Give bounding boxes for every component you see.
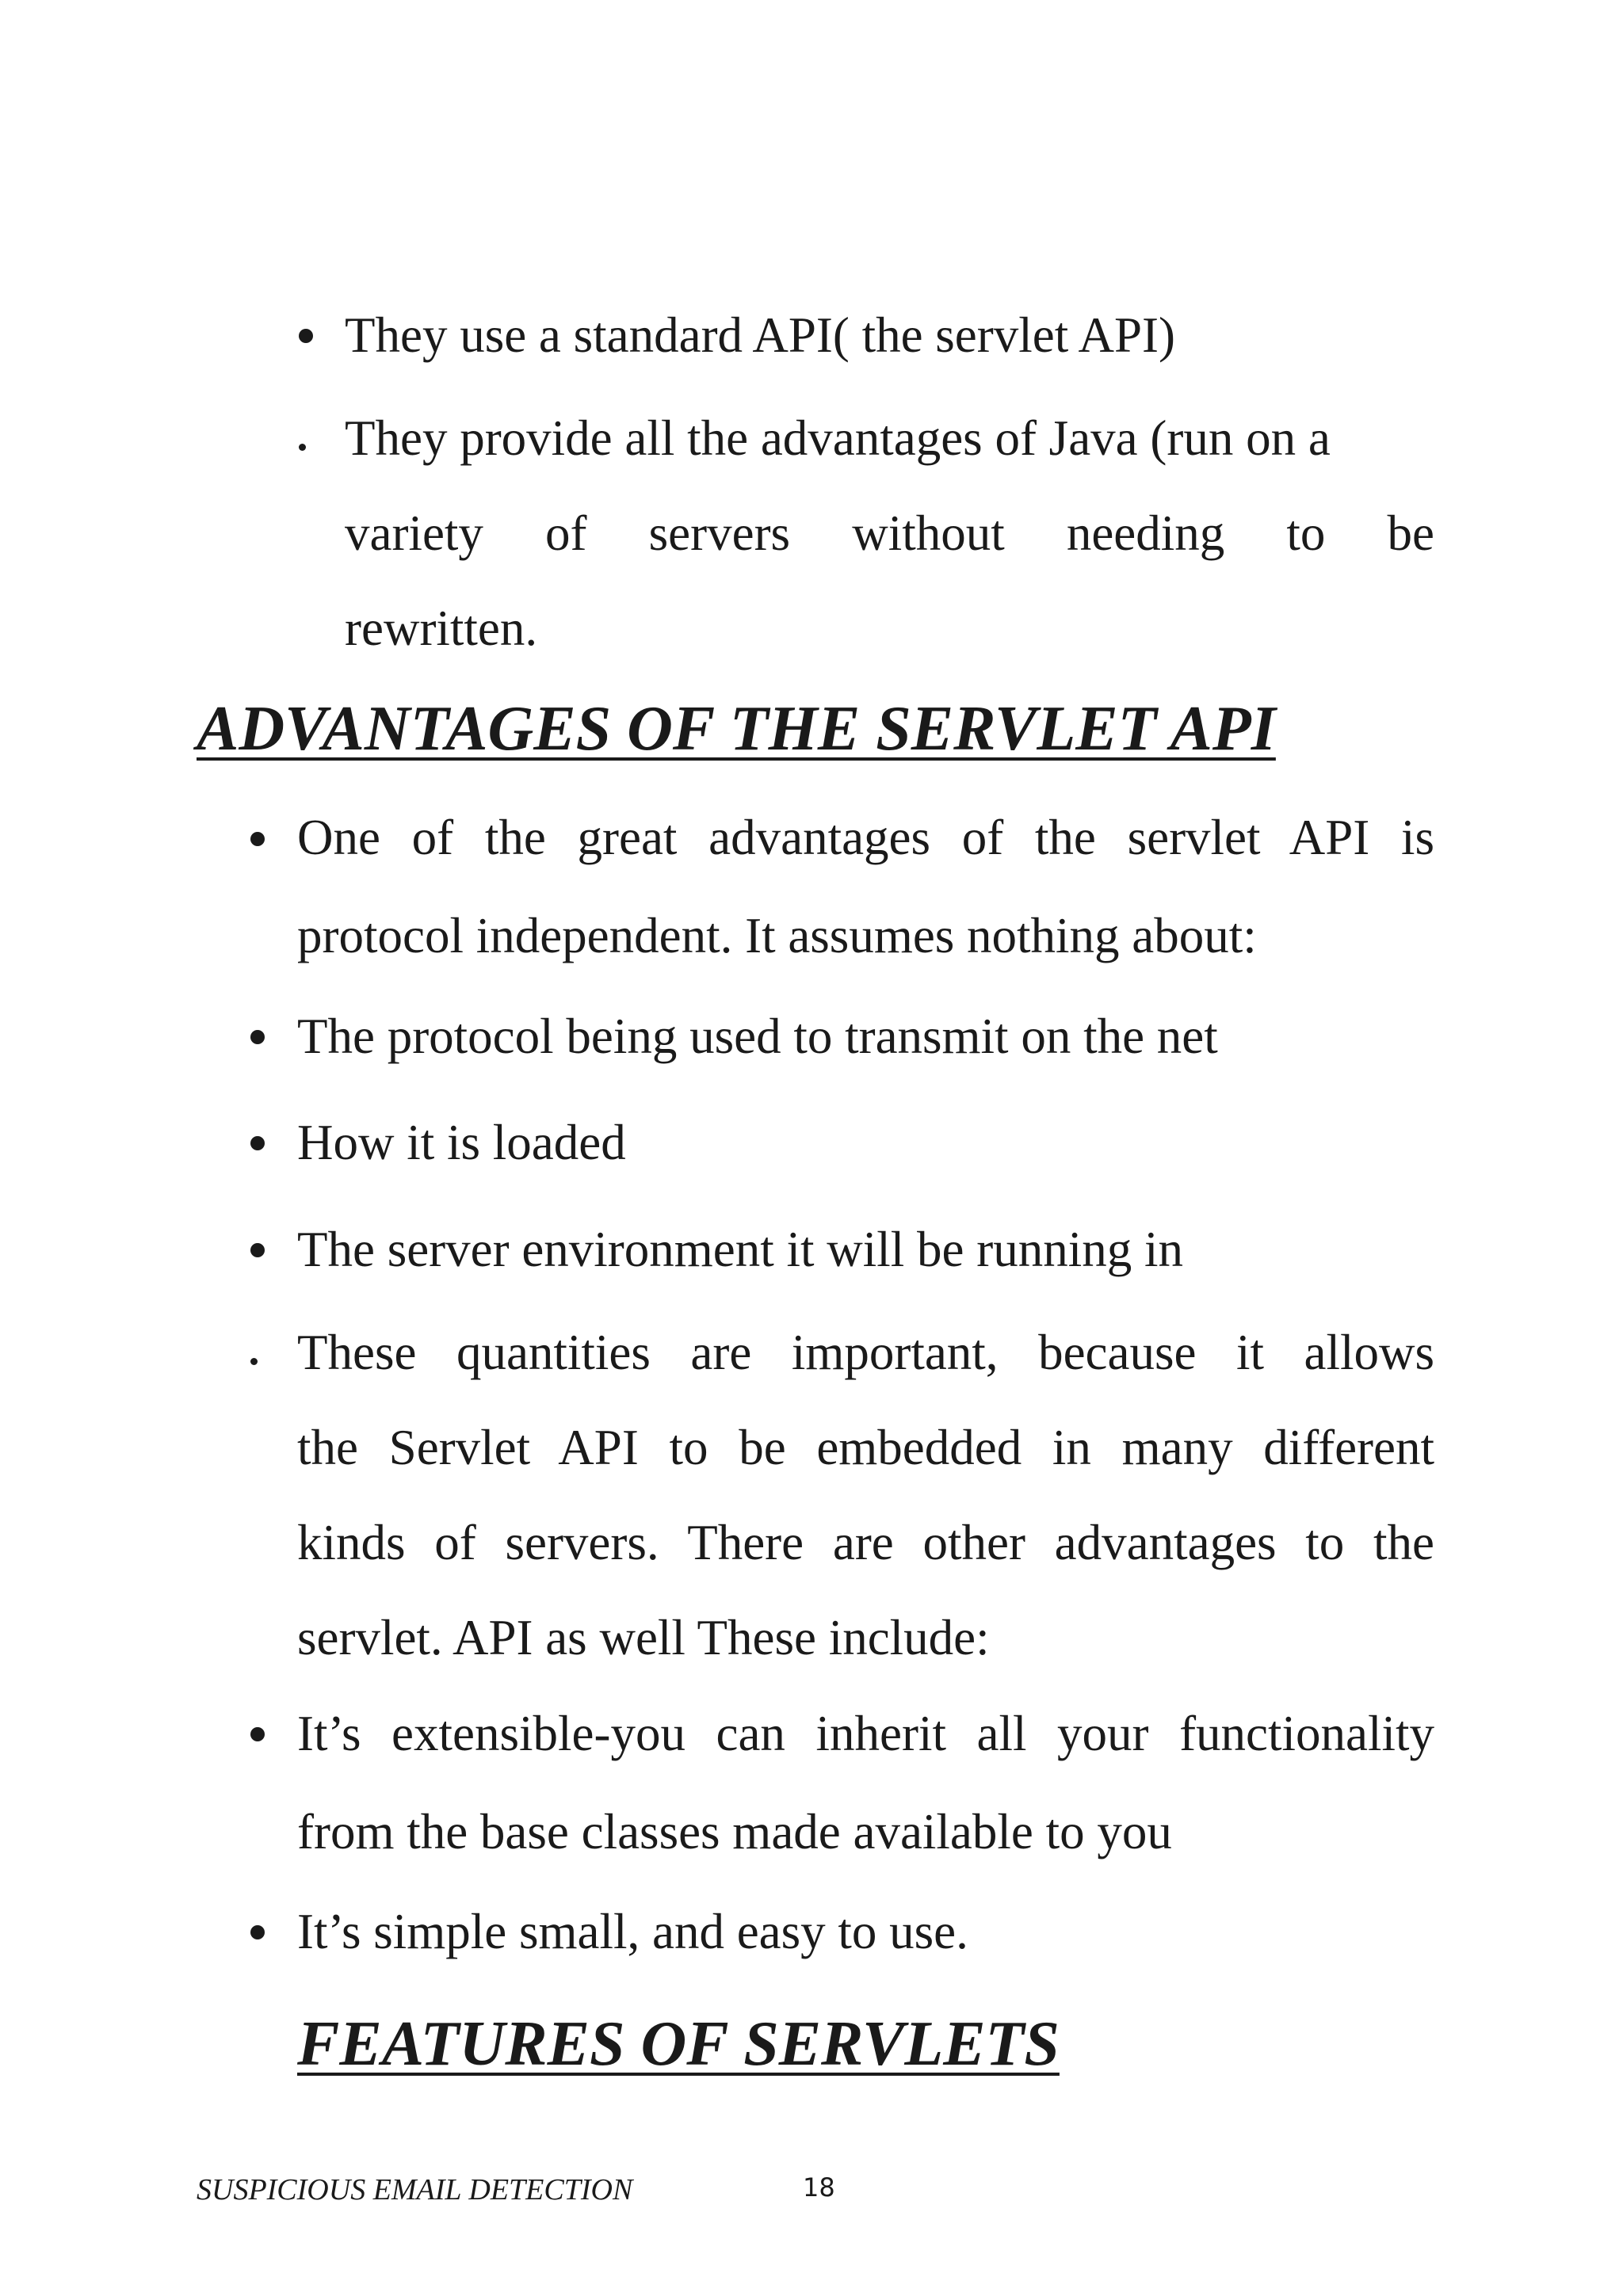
list-item-text: servlet. API as well These include: (297, 1610, 990, 1665)
list-item-text: variety of servers without needing to be (345, 505, 1434, 561)
list-item-text-wrapper (297, 1706, 1434, 1761)
list-item-text: The protocol being used to transmit on the net (297, 1009, 1218, 1064)
bullet-icon (299, 329, 313, 343)
list-item-text: They provide all the advantages of Java (run on a (345, 410, 1331, 466)
list-item-text: protocol independent. It assumes nothing about: (297, 908, 1257, 963)
list-item-text: They use a standard API( the servlet API) (345, 307, 1175, 363)
list-item-text: It’s extensible-you can inherit all your functionality (297, 1706, 1434, 1761)
list-item-text-wrapper (297, 1515, 1434, 1570)
list-item-text: The server environment it will be running in (297, 1222, 1183, 1277)
bullet-icon (250, 1243, 265, 1257)
footer-title: SUSPICIOUS EMAIL DETECTION (197, 2173, 633, 2206)
list-item-text-wrapper (345, 505, 1434, 561)
bullet-icon (250, 1030, 265, 1044)
bullet-icon (250, 1358, 258, 1365)
bullet-icon (250, 1136, 265, 1150)
bullet-icon (250, 832, 265, 846)
list-item-text: from the base classes made available to you (297, 1804, 1172, 1859)
section-heading: ADVANTAGES OF THE SERVLET API (197, 694, 1276, 764)
list-item-text: It’s simple small, and easy to use. (297, 1904, 968, 1959)
page-number: 18 (803, 2172, 835, 2203)
list-item-text: kinds of servers. There are other advantages to the (297, 1515, 1434, 1570)
section-heading: FEATURES OF SERVLETS (297, 2009, 1060, 2079)
bullet-icon (250, 1925, 265, 1939)
list-item-text: These quantities are important, because it allows (297, 1325, 1434, 1380)
list-item-text-wrapper (297, 1325, 1434, 1380)
list-item-text-wrapper (297, 1420, 1434, 1475)
bullet-icon (299, 444, 306, 451)
list-item-text: the Servlet API to be embedded in many different (297, 1420, 1434, 1475)
bullet-icon (250, 1727, 265, 1741)
list-item-text: One of the great advantages of the servlet API is (297, 810, 1434, 865)
list-item-text-wrapper (297, 810, 1434, 865)
list-item-text: How it is loaded (297, 1115, 626, 1170)
list-item-text: rewritten. (345, 601, 538, 656)
